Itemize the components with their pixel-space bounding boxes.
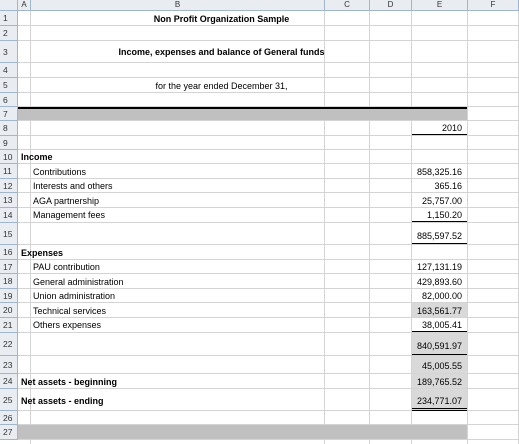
row-header[interactable]: 6 [0, 93, 18, 107]
report-period: for the year ended December 31, [155, 80, 288, 91]
gridline [18, 135, 519, 136]
expense-item-value[interactable]: 429,893.60 [416, 276, 462, 287]
income-item-value[interactable]: 858,325.16 [416, 166, 462, 177]
double-underline-e25 [412, 410, 467, 411]
underline-e15 [412, 243, 467, 244]
expense-item-value[interactable]: 38,005.41 [421, 320, 462, 330]
row-header[interactable]: 8 [0, 121, 18, 136]
expense-item-label[interactable]: Technical services [33, 305, 107, 316]
column-header-a[interactable]: A [18, 0, 31, 11]
expense-item-label[interactable]: General administration [33, 276, 124, 287]
row-header[interactable]: 12 [0, 179, 18, 193]
gridline [18, 439, 519, 440]
expense-item-label[interactable]: PAU contribution [33, 262, 100, 272]
row-header[interactable]: 7 [0, 107, 18, 121]
row-header[interactable]: 14 [0, 208, 18, 223]
income-item-value[interactable]: 1,150.20 [426, 210, 462, 220]
column-header-e[interactable]: E [412, 0, 468, 11]
row-header[interactable]: 17 [0, 260, 18, 274]
row-header[interactable]: 18 [0, 274, 18, 289]
row-header[interactable]: 2 [0, 26, 18, 41]
gridline [369, 11, 370, 444]
row-header[interactable]: 1 [0, 11, 18, 26]
report-title: Non Profit Organization Sample [153, 13, 290, 24]
row-header[interactable]: 23 [0, 356, 18, 374]
income-item-label[interactable]: Management fees [33, 210, 106, 220]
expenses-heading[interactable]: Expenses [21, 247, 64, 258]
row-header[interactable]: 24 [0, 374, 18, 389]
column-header-f[interactable]: F [468, 0, 519, 11]
net-assets-ending-label[interactable]: Net assets - ending [21, 396, 104, 406]
expense-item-value[interactable]: 127,131.19 [416, 262, 462, 272]
income-item-label[interactable]: Contributions [33, 166, 87, 177]
gridline [467, 11, 468, 444]
gray-band-row-7 [18, 107, 467, 120]
income-item-label[interactable]: AGA partnership [33, 195, 100, 206]
year-cell[interactable]: 2010 [441, 123, 462, 133]
row-header[interactable]: 22 [0, 333, 18, 356]
expense-item-value[interactable]: 163,561.77 [416, 305, 462, 316]
net-assets-beginning-value[interactable]: 189,765.52 [416, 376, 462, 387]
row-header[interactable]: 13 [0, 193, 18, 208]
income-total[interactable]: 885,597.52 [416, 230, 462, 241]
row-header[interactable]: 25 [0, 389, 18, 411]
row-header[interactable]: 4 [0, 63, 18, 78]
row-header[interactable]: 19 [0, 289, 18, 303]
expense-item-label[interactable]: Others expenses [33, 320, 102, 330]
column-header-b[interactable]: B [31, 0, 325, 11]
gridline [324, 11, 325, 444]
row-header[interactable]: 9 [0, 136, 18, 150]
row-header[interactable]: 3 [0, 41, 18, 63]
income-heading[interactable]: Income [21, 152, 53, 162]
column-header-d[interactable]: D [370, 0, 412, 11]
gray-band-row-27 [18, 425, 467, 439]
expenses-total[interactable]: 840,591.97 [416, 340, 462, 351]
net-change-value[interactable]: 45,005.55 [421, 361, 462, 371]
row-header[interactable]: 15 [0, 223, 18, 245]
row-header[interactable]: 10 [0, 150, 18, 164]
row-header[interactable]: 26 [0, 411, 18, 425]
row-header[interactable]: 5 [0, 78, 18, 93]
net-assets-beginning-label[interactable]: Net assets - beginning [21, 376, 118, 387]
income-item-value[interactable]: 25,757.00 [421, 195, 462, 206]
income-item-value[interactable]: 365.16 [434, 181, 462, 191]
select-all-corner[interactable] [0, 0, 18, 11]
row-header[interactable]: 20 [0, 303, 18, 318]
gridline [18, 222, 519, 223]
row-header[interactable]: 16 [0, 245, 18, 260]
net-assets-ending-value[interactable]: 234,771.07 [416, 396, 462, 406]
expense-item-value[interactable]: 82,000.00 [421, 291, 462, 301]
row-header[interactable]: 27 [0, 425, 18, 440]
underline-e25 [412, 408, 467, 409]
row-header[interactable]: 21 [0, 318, 18, 333]
expense-item-label[interactable]: Union administration [33, 291, 116, 301]
column-header-c[interactable]: C [325, 0, 370, 11]
underline-e22 [412, 354, 467, 355]
row-header[interactable]: 11 [0, 164, 18, 179]
income-item-label[interactable]: Interests and others [33, 181, 113, 191]
report-subtitle: Income, expenses and balance of General funds [118, 47, 325, 57]
